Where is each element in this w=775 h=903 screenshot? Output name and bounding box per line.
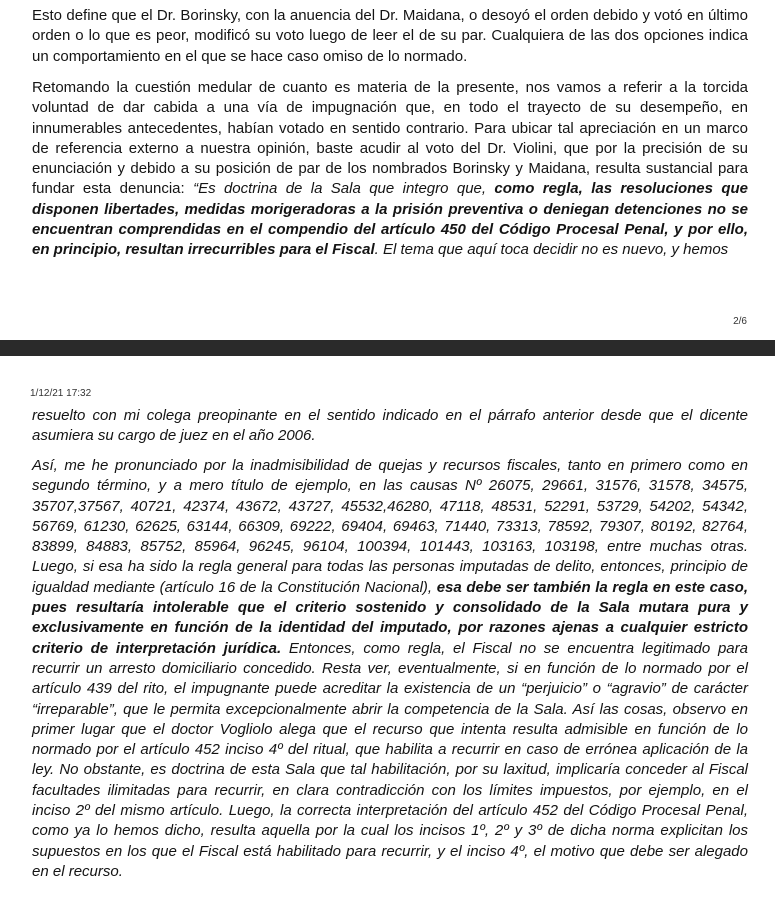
paragraph: [32, 456, 748, 882]
emphasis-segment: esa debe ser también la regla en este caso, pues resultaría intolerable que el criterio sostenido y consolidado de la Sala mutara pura y exclusivamente en función de la identidad del imputado, por razones ajenas a cualquier estricto criterio de interpretación jurídica.: [32, 578, 748, 657]
quote-emphasis: como regla, las resoluciones que disponen libertades, medidas morigeradoras a la prisión preventiva o deniegan detenciones no se encuentran comprendidas en el compendio del artículo 450 del Código Procesal Penal, y por ello, en principio, resultan irrecurribles para el Fiscal: [32, 180, 749, 259]
text-segment: Entonces, como regla, el Fiscal no se encuentra legitimado para recurrir un arresto domiciliario concedido. Resta ver, eventualmente, si en función de lo normado por el artículo 439 del rito, el impugnante puede acreditar la existencia de un “perjuicio” o “agravio” de carácter “irreparable”, que le permita excepcionalmente abrir la competencia de la Sala. Así las cosas, observo en primer lugar que el doctor Vogliolo alega que el recurso que intenta resulta admisible en función de lo normado por el artículo 452 inciso 4º del ritual, que habilita a recurrir en caso de errónea aplicación de la ley. No obstante, es doctrina de esta Sala que tal habilitación, por su laxitud, implicaría conceder al Fiscal facultades ilimitadas para recurrir, en clara contradicción con los límites impuestos, por ejemplo, en el inciso 2º del mismo artículo. Luego, la correcta interpretación del artículo 452 del Código Procesal Penal, como ya lo hemos dicho, resulta aquella por la cual los incisos 1º, 2º y 3º de dicha norma explicitan los supuestos en los que el Fiscal está habilitado para recurrir, y el inciso 4º, el motivo que debe ser alegado en el recurso.: [32, 639, 748, 880]
quote-segment: “Es doctrina de la Sala que integro que,: [193, 180, 495, 198]
paragraph: [32, 406, 748, 447]
paragraph: [32, 78, 748, 261]
text-segment: Retomando la cuestión medular de cuanto es materia de la presente, nos vamos a referir a la torcida voluntad de dar cabida a una vía de impugnación que, en todo el trayecto de su desempeño, en innumerables antecedentes, habían votado en sentido contrario. Para ubicar tal apreciación en un marco de referencia externo a nuestra opinión, baste acudir al voto del Dr. Violini, que por la precisión de su enunciación y debido a su posición de par de los nombrados Borinsky y Maidana, resulta sustancial para fundar esta denuncia:: [32, 79, 748, 198]
print-timestamp: 1/12/21 17:32: [30, 388, 92, 399]
text-segment: resuelto con mi colega preopinante en el sentido indicado en el párrafo anterior desde que el dicente asumiera su cargo de juez en el año 2006.: [32, 407, 748, 445]
paragraph: [32, 6, 748, 67]
page-divider: [0, 340, 775, 356]
text-segment: Así, me he pronunciado por la inadmisibilidad de quejas y recursos fiscales, tanto en primero como en segundo término, y a mero título de ejemplo, en las causas Nº 26075, 29661, 31576, 31578, 34575, 35707,37567, 40721, 42374, 43672, 43727, 45532,46280, 47118, 48531, 52291, 53729, 54202, 54342, 56769, 61230, 62625, 63144, 66309, 69222, 69404, 69463, 71440, 73313, 78592, 79307, 80192, 82764, 83899, 84883, 85752, 85964, 96245, 96104, 100394, 101443, 103163, 103198, entre muchas otras. Luego, si esa ha sido la regla general para todas las personas imputadas de delito, entonces, principio de igualdad mediante (artículo 16 de la Constitución Nacional),: [32, 457, 748, 596]
document-page-2: [0, 356, 775, 903]
page-number: 2/6: [733, 316, 747, 327]
document-page-1: [0, 0, 775, 340]
quote-segment: . El tema que aquí toca decidir no es nuevo, y hemos: [374, 241, 729, 259]
text-segment: Esto define que el Dr. Borinsky, con la anuencia del Dr. Maidana, o desoyó el orden debido y votó en último orden o lo que es peor, modificó su voto luego de leer el de su par. Cualquiera de las dos opciones indica un comportamiento en el que se hace caso omiso de lo normado.: [32, 7, 748, 65]
